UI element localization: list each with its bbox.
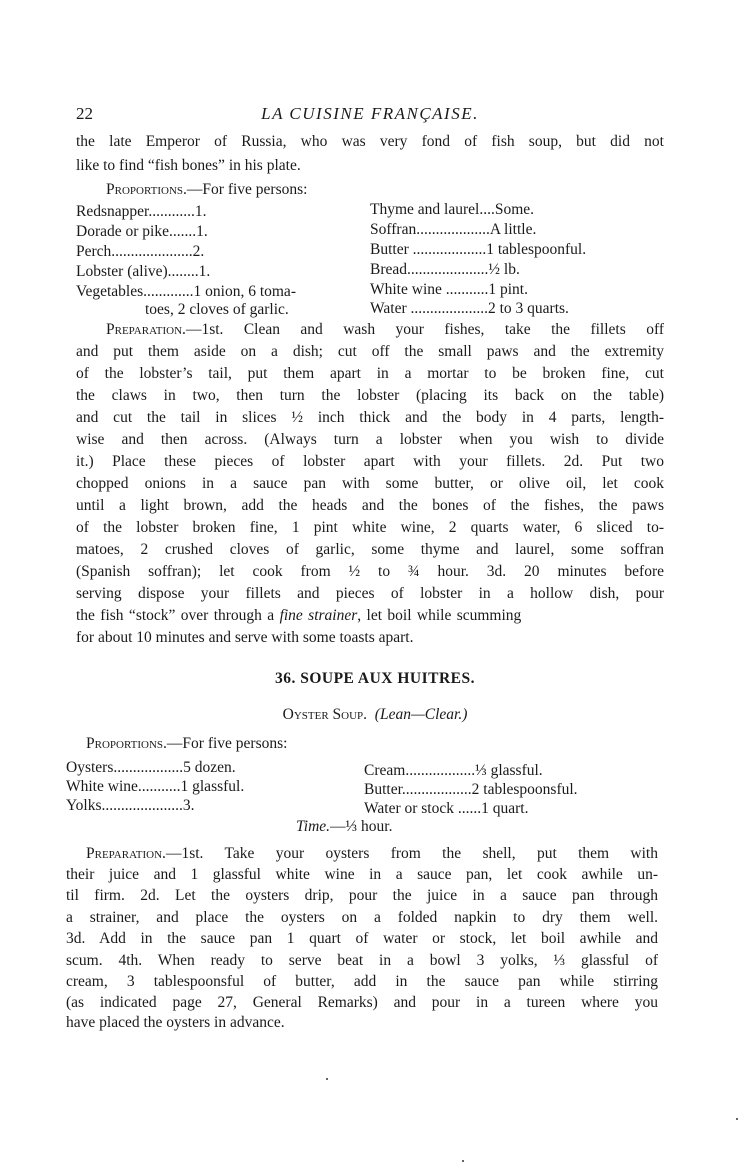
proportions-text: —For five persons: — [186, 181, 308, 198]
proportions-label: Proportions. — [86, 735, 167, 752]
scan-speck — [462, 1160, 464, 1162]
time-label: Time. — [296, 818, 331, 835]
text-line: for about 10 minutes and serve with some toasts apart. — [76, 629, 414, 646]
text-line: 3d. Add in the sauce pan 1 quart of water or stock, let boil awhile and — [66, 930, 658, 947]
text-line: the late Emperor of Russia, who was very fond of fish soup, but did not — [76, 133, 664, 150]
text-line: (as indicated page 27, General Remarks) and pour in a tureen where you — [66, 994, 658, 1011]
text-line: and put them aside on a dish; cut off the small paws and the extremity — [76, 343, 664, 360]
text-line: the claws in two, then turn the lobster (placing its back on the table) — [76, 387, 664, 404]
ingredient: Water ....................2 to 3 quarts. — [370, 300, 569, 317]
scan-speck — [326, 1078, 328, 1080]
ingredient: Water or stock ......1 quart. — [364, 800, 529, 817]
time-value: —⅓ hour. — [330, 818, 393, 835]
subtitle-italic: (Lean—Clear.) — [374, 706, 468, 723]
text-line: (Spanish soffran); let cook from ½ to ¾ hour. 3d. 20 minutes before — [76, 563, 664, 580]
text-line: scum. 4th. When ready to serve beat in a bowl 3 yolks, ⅓ glassful of — [66, 952, 658, 969]
ingredient: White wine ...........1 pint. — [370, 281, 528, 298]
recipe-subtitle — [0, 706, 750, 724]
italic-text: fine strainer — [279, 607, 358, 624]
preparation-label: Preparation. — [86, 845, 166, 862]
proportions-label: Proportions. — [106, 181, 187, 198]
text-line — [86, 845, 658, 863]
text-line: serving dispose your fillets and pieces of lobster in a hollow dish, pour — [76, 585, 664, 602]
text-line: til firm. 2d. Let the oysters drip, pour the juice in a sauce pan through — [66, 887, 658, 904]
recipe-heading: 36. SOUPE AUX HUITRES. — [274, 670, 476, 687]
text-line: like to find “fish bones” in his plate. — [76, 157, 301, 174]
text-line: wise and then across. (Always turn a lobster when you wish to divide — [76, 431, 664, 448]
proportions-line — [106, 181, 694, 199]
ingredient: Perch.....................2. — [76, 243, 205, 260]
scan-speck — [736, 1118, 738, 1120]
preparation-label: Preparation. — [106, 321, 186, 338]
text-line — [106, 321, 664, 339]
ingredient-continuation: toes, 2 cloves of garlic. — [145, 301, 289, 318]
ingredient: Redsnapper............1. — [76, 203, 207, 220]
ingredient: White wine...........1 glassful. — [66, 778, 245, 795]
text-span: —1st. Take your oysters from the shell, put them with — [165, 845, 658, 862]
text-line: matoes, 2 crushed cloves of garlic, some thyme and laurel, some soffran — [76, 541, 664, 558]
ingredient: Butter ...................1 tablespoonful. — [370, 241, 587, 258]
text-span: the fish “stock” over through a — [76, 607, 280, 624]
text-span: —1st. Clean and wash your fishes, take the fillets off — [185, 321, 664, 338]
ingredient: Butter..................2 tablespoonsful. — [364, 781, 578, 798]
proportions-text: —For five persons: — [166, 735, 288, 752]
ingredient: Oysters..................5 dozen. — [66, 759, 236, 776]
text-line: cream, 3 tablespoonsful of butter, add in the sauce pan while stirring — [66, 973, 658, 990]
text-line: of the lobster’s tail, put them apart in a mortar to be broken fine, cut — [76, 365, 664, 382]
ingredient: Vegetables.............1 onion, 6 toma- — [76, 283, 296, 300]
text-line: chopped onions in a sauce pan with some butter, or olive oil, let cook — [76, 475, 664, 492]
ingredient: Dorade or pike.......1. — [76, 223, 208, 240]
text-line: a strainer, and place the oysters on a folded napkin to dry them well. — [66, 909, 658, 926]
text-span: , let boil while scumming — [357, 607, 522, 624]
ingredient: Yolks.....................3. — [66, 797, 195, 814]
page-number: 22 — [76, 104, 93, 123]
proportions-line — [86, 735, 674, 753]
text-line: it.) Place these pieces of lobster apart with your fillets. 2d. Put two — [76, 453, 664, 470]
text-line: have placed the oysters in advance. — [66, 1014, 285, 1031]
text-line — [76, 607, 664, 625]
text-line: until a light brown, add the heads and the bones of the fishes, the paws — [76, 497, 664, 514]
ingredient: Cream..................⅓ glassful. — [364, 762, 543, 779]
text-line: of the lobster broken fine, 1 pint white wine, 2 quarts water, 6 sliced to- — [76, 519, 664, 536]
ingredient: Bread.....................½ lb. — [370, 261, 520, 278]
ingredient: Lobster (alive)........1. — [76, 263, 211, 280]
ingredient: Thyme and laurel....Some. — [370, 201, 534, 218]
running-title: LA CUISINE FRANÇAISE. — [261, 104, 479, 123]
subtitle-text: Oyster Soup. — [282, 706, 368, 723]
ingredient: Soffran...................A little. — [370, 221, 537, 238]
cooking-time — [296, 818, 392, 836]
text-line: their juice and 1 glassful white wine in a sauce pan, let cook awhile un- — [66, 866, 658, 883]
text-line: and cut the tail in slices ½ inch thick and the body in 4 parts, length- — [76, 409, 664, 426]
